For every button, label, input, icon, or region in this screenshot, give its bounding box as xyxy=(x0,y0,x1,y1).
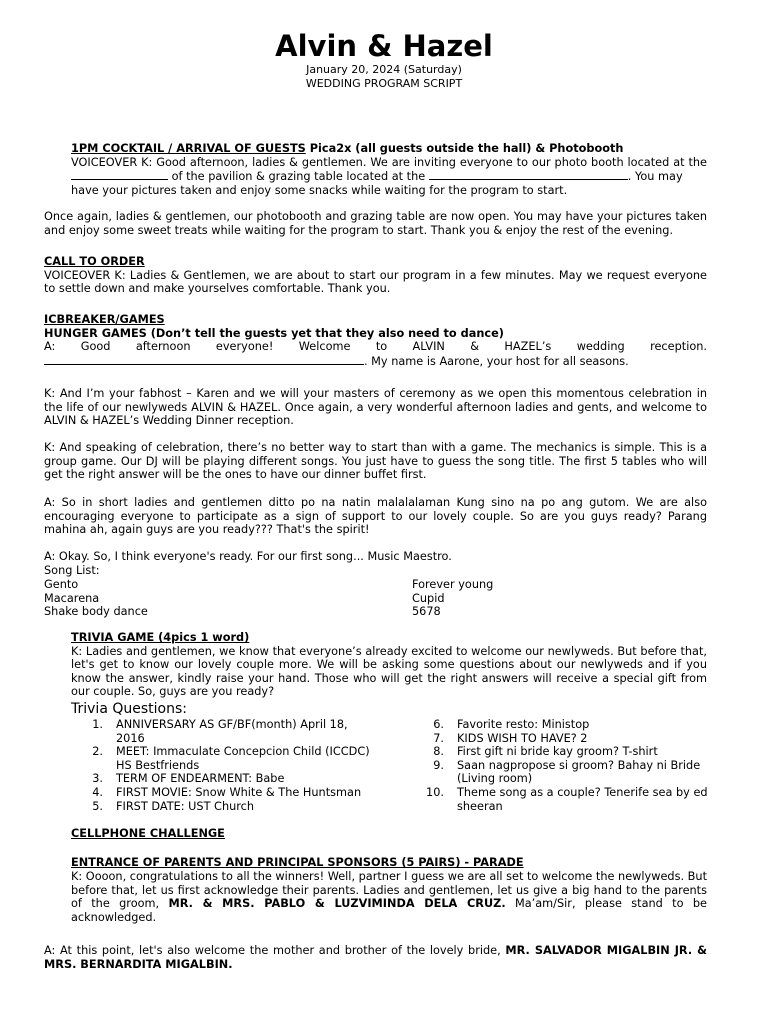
cocktail-line-2-text-b: . You may xyxy=(627,170,683,184)
cocktail-line-2 xyxy=(71,169,707,184)
trivia-question xyxy=(412,759,708,786)
question-number: 7. xyxy=(433,731,444,745)
question-text: Favorite resto: Ministop xyxy=(457,718,590,731)
song-item: Cupid xyxy=(412,591,445,605)
call-to-order-text: VOICEOVER K: Ladies & Gentlemen, we are about to start our program in a few minutes. May we request everyone to settle down and make yourselves comfortable. Thank you. xyxy=(44,268,707,296)
host-a-line-2-text: . My name is Aarone, your host for all seasons. xyxy=(364,354,629,368)
question-number: 2. xyxy=(92,745,103,759)
entrance-a-text: A: At this point, let's also welcome the mother and brother of the lovely bride, xyxy=(44,944,506,957)
trivia-section xyxy=(71,631,707,699)
bride-family-names: MR. SALVADOR MIGALBIN JR. & MRS. BERNARDITA MIGALBIN. xyxy=(44,944,708,971)
once-again-paragraph: Once again, ladies & gentlemen, our photobooth and grazing table are now open. You may have your pictures taken and enjoy some sweet treats while waiting for the program to start. Thank you & enjoy the rest of the evening. xyxy=(44,210,707,237)
entrance-k-paragraph xyxy=(71,870,707,924)
blank-field xyxy=(71,169,168,180)
cocktail-line-2-text-a: of the pavilion & grazing table located at the xyxy=(168,170,429,184)
question-number: 8. xyxy=(433,745,444,759)
hunger-games-heading: HUNGER GAMES (Don’t tell the guests yet that they also need to dance) xyxy=(44,326,504,340)
song-item: Forever young xyxy=(412,578,494,591)
question-number: 6. xyxy=(433,718,444,731)
cocktail-line-1: VOICEOVER K: Good afternoon, ladies & gentlemen. We are inviting everyone to our photo booth located at the xyxy=(71,155,707,169)
trivia-question xyxy=(412,718,708,732)
question-text: KIDS WISH TO HAVE? 2 xyxy=(457,731,588,745)
blank-field xyxy=(44,354,364,365)
question-number: 10. xyxy=(426,785,444,799)
entrance-heading-text: ENTRANCE OF PARENTS AND PRINCIPAL SPONSORS (5 PAIRS) - PARADE xyxy=(71,856,524,869)
host-k-paragraph-2: K: And speaking of celebration, there’s no better way to start than with a game. The mechanics is simple. This is a group game. Our DJ will be playing different songs. You just have to guess the song title. The first 5 tables who will get the right answer will be the ones to have our dinner buffet first. xyxy=(44,441,707,482)
song-item: Macarena xyxy=(44,591,100,605)
question-number: 3. xyxy=(92,772,103,786)
host-a-line-1: A: Good afternoon everyone! Welcome to ALVIN & HAZEL’s wedding reception. xyxy=(44,340,707,354)
question-text: FIRST MOVIE: Snow White & The Huntsman xyxy=(116,785,362,799)
cellphone-challenge-heading: CELLPHONE CHALLENGE xyxy=(71,827,225,840)
song-item: 5678 xyxy=(412,605,441,619)
song-item: Shake body dance xyxy=(44,605,148,619)
question-text: First gift ni bride kay groom? T-shirt xyxy=(457,745,658,759)
icebreaker-section xyxy=(44,313,707,368)
song-list-label: Song List: xyxy=(44,564,100,577)
trivia-question xyxy=(412,745,708,759)
question-number: 5. xyxy=(92,799,103,813)
host-a-paragraph-3: A: Okay. So, I think everyone's ready. For our first song... Music Maestro. xyxy=(44,550,452,563)
cocktail-heading-rest: Pica2x (all guests outside the hall) & Photobooth xyxy=(305,142,624,155)
question-text: ANNIVERSARY AS GF/BF(month) April 18, 2016 xyxy=(116,718,348,745)
call-to-order-heading: CALL TO ORDER xyxy=(44,255,145,268)
host-a-line-2 xyxy=(44,354,707,369)
trivia-question xyxy=(71,745,371,772)
host-k-paragraph-1: K: And I’m your fabhost – Karen and we will your masters of ceremony as we open this momentous celebration in the life of our newlyweds ALVIN & HAZEL. Once again, a very wonderful afternoon ladies and gents, and welcome to ALVIN & HAZEL’s Wedding Dinner reception. xyxy=(44,387,707,428)
page-title: Alvin & Hazel xyxy=(275,29,493,63)
trivia-question xyxy=(71,772,371,786)
entrance-k-text-b: Ma’am/Sir, please stand to be acknowledged. xyxy=(71,897,707,924)
trivia-question xyxy=(71,800,371,814)
trivia-text: K: Ladies and gentlemen, we know that everyone’s already excited to welcome our newlyweds. But before that, let's get to know our lovely couple more. We will be asking some questions about our newlyweds and if you know the answer, kindly raise your hand. Those who will get the right answers will receive a special gift from our couple. So, guys are you ready? xyxy=(71,644,707,699)
trivia-heading: TRIVIA GAME (4pics 1 word) xyxy=(71,631,250,644)
question-text: MEET: Immaculate Concepcion Child (ICCDC) HS Bestfriends xyxy=(116,745,370,772)
question-text: Saan nagpropose si groom? Bahay ni Bride (Living room) xyxy=(457,758,701,786)
host-a-paragraph-2: A: So in short ladies and gentlemen ditto po na natin malalalaman Kung sino na po ang gutom. We are also encouraging everyone to participate as a sign of support to our lovely couple. So are you guys ready? Parang mahina ah, again guys are you ready??? That's the spirit! xyxy=(44,496,707,537)
question-text: FIRST DATE: UST Church xyxy=(116,799,255,813)
song-list-left xyxy=(44,578,344,619)
cocktail-line-3: have your pictures taken and enjoy some snacks while waiting for the program to start. xyxy=(71,183,568,197)
entrance-k-text-a: K: Oooon, congratulations to all the winners! Well, partner I guess we are all set to welcome the newlyweds. But before that, let us first acknowledge their parents. Ladies and gentlemen, let us give a big hand to the parents of the groom, xyxy=(71,870,707,911)
question-text: Theme song as a couple? Tenerife sea by ed sheeran xyxy=(457,785,708,813)
trivia-question xyxy=(71,718,371,745)
question-number: 4. xyxy=(92,785,103,799)
call-to-order-section xyxy=(44,255,707,296)
document-subtitle: WEDDING PROGRAM SCRIPT xyxy=(305,77,463,90)
question-text: TERM OF ENDEARMENT: Babe xyxy=(116,772,285,786)
song-list-right xyxy=(412,578,702,619)
groom-parents-names: MR. & MRS. PABLO & LUZVIMINDA DELA CRUZ. xyxy=(168,897,506,911)
cocktail-section xyxy=(71,142,707,197)
song-item: Gento xyxy=(44,578,79,591)
blank-field xyxy=(429,169,628,180)
event-date: January 20, 2024 (Saturday) xyxy=(306,63,462,76)
question-number: 9. xyxy=(433,758,444,772)
trivia-questions-heading: Trivia Questions: xyxy=(71,701,187,717)
icebreaker-heading: ICBREAKER/GAMES xyxy=(44,313,165,326)
trivia-question xyxy=(71,786,371,800)
cocktail-heading: 1PM COCKTAIL / ARRIVAL OF GUESTS xyxy=(71,142,306,155)
trivia-questions-right xyxy=(412,718,708,813)
entrance-heading xyxy=(71,856,707,870)
trivia-questions-left xyxy=(71,718,371,813)
question-number: 1. xyxy=(92,718,103,731)
cocktail-heading-line xyxy=(71,142,707,156)
trivia-question xyxy=(412,786,708,813)
entrance-a-paragraph xyxy=(44,944,707,971)
trivia-question xyxy=(412,732,708,746)
